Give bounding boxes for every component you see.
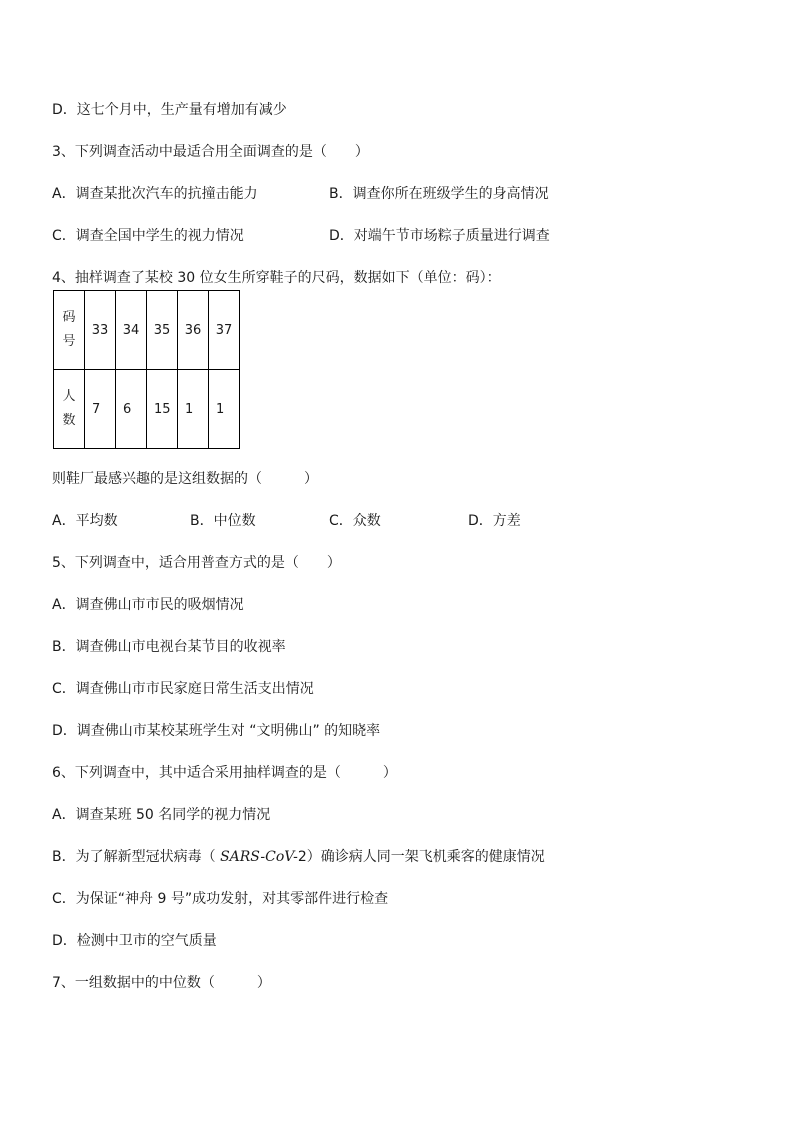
size-cell: 33 bbox=[85, 291, 116, 370]
row-header-count: 人 数 bbox=[54, 370, 85, 449]
virus-name: SARS-CoV- bbox=[220, 849, 298, 865]
q3-stem: 3、下列调查活动中最适合用全面调查的是（ ） bbox=[52, 144, 369, 160]
q4-question: 则鞋厂最感兴趣的是这组数据的（ ） bbox=[52, 471, 318, 487]
q5-option-b: B．调查佛山市电视台某节目的收视率 bbox=[52, 639, 286, 655]
q3-option-b: B．调查你所在班级学生的身高情况 bbox=[329, 186, 549, 202]
q5-stem: 5、下列调查中，适合用普查方式的是（ ） bbox=[52, 555, 341, 571]
size-cell: 37 bbox=[209, 291, 240, 370]
q4-option-b: B．中位数 bbox=[190, 513, 256, 529]
q7-stem: 7、一组数据中的中位数（ ） bbox=[52, 975, 271, 991]
q5-option-d: D．调查佛山市某校某班学生对 “文明佛山” 的知晓率 bbox=[52, 723, 381, 739]
q5-option-a: A．调查佛山市市民的吸烟情况 bbox=[52, 597, 244, 613]
row-header-size: 码 号 bbox=[54, 291, 85, 370]
size-cell: 34 bbox=[116, 291, 147, 370]
q6-option-b-suffix: 2）确诊病人同一架飞机乘客的健康情况 bbox=[297, 849, 545, 865]
table-row-counts bbox=[54, 370, 240, 449]
q3-option-d: D．对端午节市场粽子质量进行调查 bbox=[329, 228, 550, 244]
q4-option-a: A．平均数 bbox=[52, 513, 118, 529]
size-cell: 36 bbox=[178, 291, 209, 370]
q6-option-c: C．为保证“神舟 9 号”成功发射，对其零部件进行检查 bbox=[52, 891, 389, 907]
q6-option-b bbox=[52, 848, 545, 866]
q6-stem: 6、下列调查中，其中适合采用抽样调查的是（ ） bbox=[52, 765, 397, 781]
q6-option-d: D．检测中卫市的空气质量 bbox=[52, 933, 217, 949]
q3-option-a: A．调查某批次汽车的抗撞击能力 bbox=[52, 186, 258, 202]
count-cell: 15 bbox=[147, 370, 178, 449]
q2-option-d: D．这七个月中，生产量有增加有减少 bbox=[52, 102, 287, 118]
table-row-sizes bbox=[54, 291, 240, 370]
count-cell: 6 bbox=[116, 370, 147, 449]
shoe-size-table bbox=[53, 290, 240, 449]
q6-option-b-prefix: B．为了解新型冠状病毒（ bbox=[52, 849, 221, 865]
q3-option-c: C．调查全国中学生的视力情况 bbox=[52, 228, 244, 244]
count-cell: 1 bbox=[178, 370, 209, 449]
q4-option-d: D．方差 bbox=[468, 513, 521, 529]
q4-stem: 4、抽样调查了某校 30 位女生所穿鞋子的尺码，数据如下（单位：码）： bbox=[52, 270, 501, 286]
count-cell: 7 bbox=[85, 370, 116, 449]
q4-option-c: C．众数 bbox=[329, 513, 381, 529]
q5-option-c: C．调查佛山市市民家庭日常生活支出情况 bbox=[52, 681, 314, 697]
count-cell: 1 bbox=[209, 370, 240, 449]
size-cell: 35 bbox=[147, 291, 178, 370]
q6-option-a: A．调查某班 50 名同学的视力情况 bbox=[52, 807, 271, 823]
